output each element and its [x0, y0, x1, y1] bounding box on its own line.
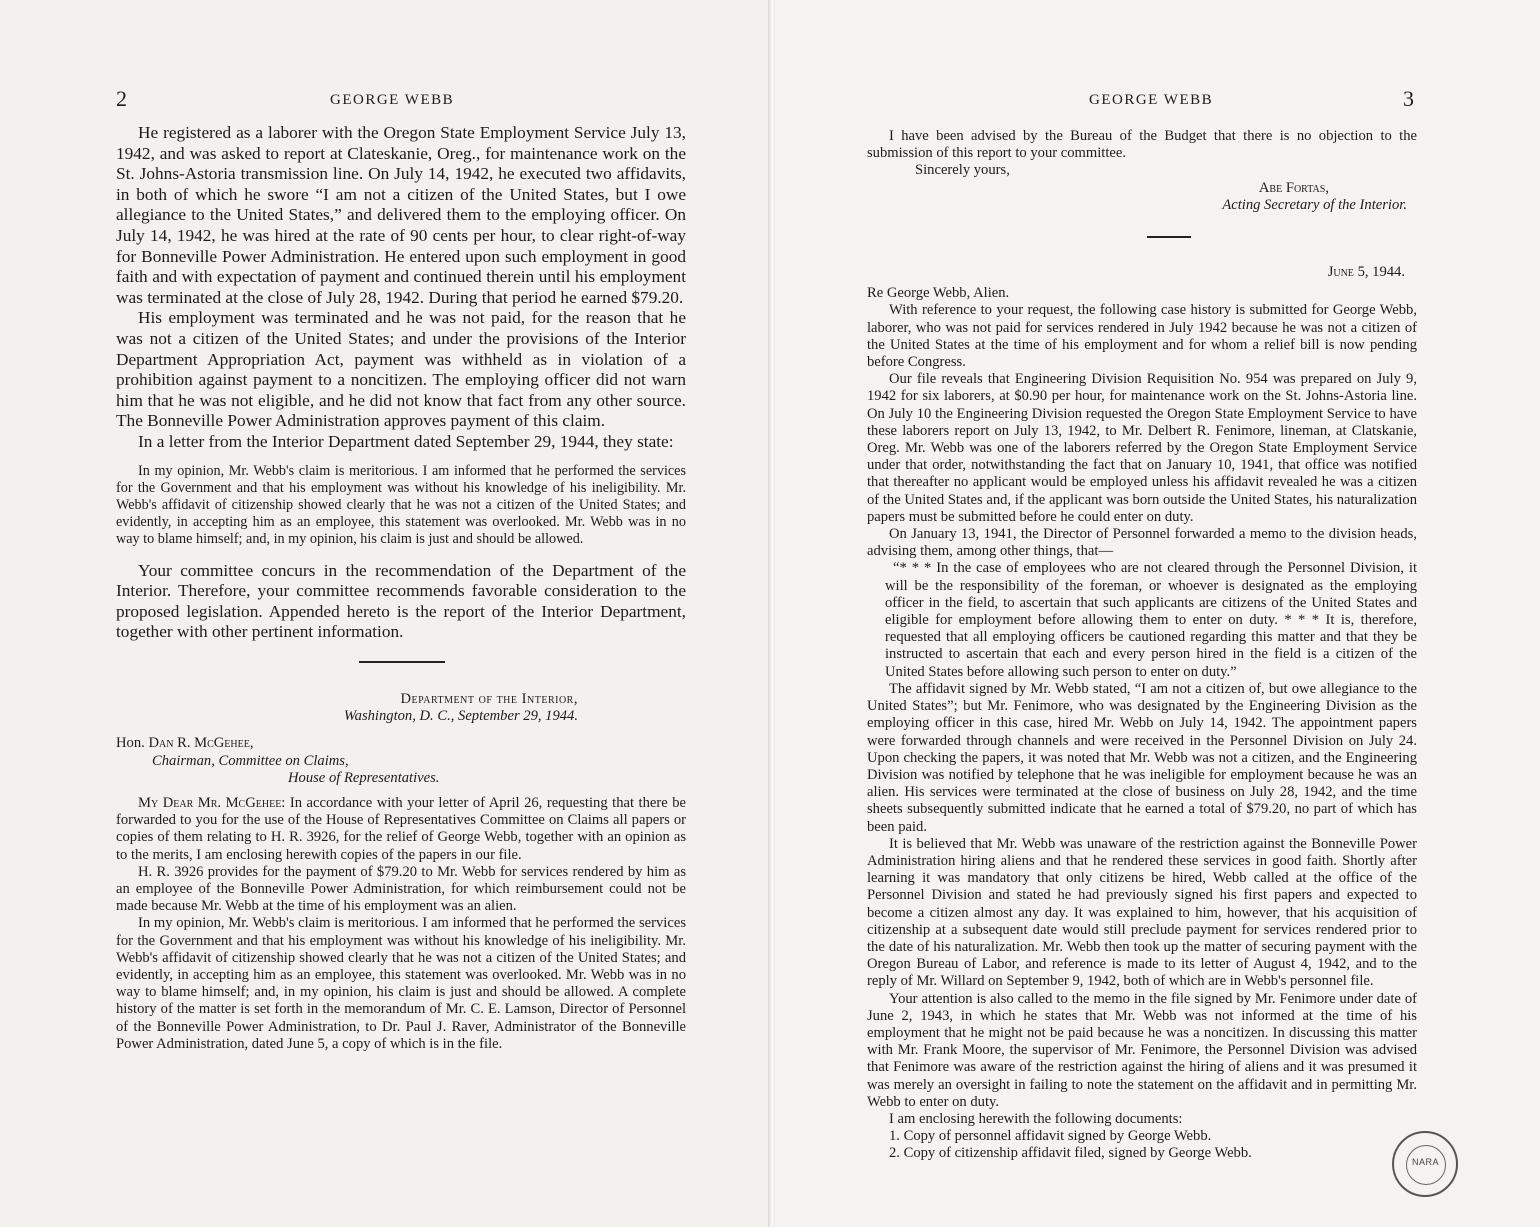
section-divider-left — [359, 661, 445, 663]
running-head-right: GEORGE WEBB — [1089, 92, 1214, 108]
addressee-title: Chairman, Committee on Claims, — [152, 752, 349, 769]
addressee-house: House of Representatives. — [288, 769, 440, 786]
letter-paragraph-3: In my opinion, Mr. Webb's claim is meritorious. I am informed that he performed the services for the Government and that his employment was without his knowledge of his ineligibility. Mr. Webb's affidavit of citizenship showed clearly that he was not a citizen of the United States; and evidently, in accepting him as an employee, this statement was overlooked. Mr. Webb was in no way to blame himself; and, in my opinion, his claim is just and should be allowed. A complete history of the matter is set forth in the memorandum of Mr. C. E. Lamson, Director of Personnel of the Bonneville Power Administration, to Dr. Paul J. Raver, Administrator of the Bonneville Power Administration, dated June 5, a copy of which is in the file. — [116, 915, 686, 1052]
running-head-left: GEORGE WEBB — [330, 92, 455, 108]
right-page-body — [867, 128, 1417, 1163]
addressee-block — [116, 735, 686, 787]
enclosure-item: 1. Copy of personnel affidavit signed by George Webb. — [889, 1128, 1212, 1145]
memo-paragraph-4: The affidavit signed by Mr. Webb stated, “I am not a citizen of, but owe allegiance to the United States”; but Mr. Fenimore, who was designated by the Engineering Division as the employing officer in this case, hired Mr. Webb on July 14, 1942. The appointment papers were forwarded through channels and were received in the Personnel Division on July 24. Upon checking the papers, it was noted that Mr. Webb was not a citizen, and the Engineering Division was notified by telephone that he was ineligible for employment because he was an alien. His services were terminated at the close of business on July 28, 1942, and the time sheets subsequently submitted indicate that he earned a total of $79.20, no part of which has been paid. — [867, 680, 1417, 835]
letter-paragraph-2: H. R. 3926 provides for the payment of $79.20 to Mr. Webb for services rendered by him as an employee of the Bonneville Power Administration, for which reimbursement could not be made because Mr. Webb at the time of his employment was an alien. — [116, 863, 686, 915]
memo-paragraph-6: Your attention is also called to the memo in the file signed by Mr. Fenimore under date of June 2, 1943, in which he states that Mr. Webb was not informed at the time of his employment that he might not be paid because he was a noncitizen. In discussing this matter with Mr. Frank Moore, the supervisor of Mr. Fenimore, the Personnel Division was advised that Fenimore was aware of the restriction against the hiring of aliens and it was presumed it was merely an oversight in failing to note the statement on the affidavit and in permitting Mr. Webb to enter on duty. — [867, 990, 1417, 1110]
memo-quote: “* * * In the case of employees who are not cleared through the Personnel Division, it will be the responsibility of the foreman, or whoever is designated as the employing officer in the field, to ascertain that such applicants are citizens of the United States and eligible for employment before allowing them to enter on duty. * * * It is, therefore, requested that all employing officers be cautioned regarding this matter and that they be instructed to ascertain that each and every person hired in the field is a citizen of the United States before allowing such person to enter on duty.” — [885, 560, 1417, 680]
page-number-left: 2 — [116, 86, 127, 111]
archive-stamp — [1392, 1131, 1458, 1197]
archive-stamp-text: NARA — [1412, 1157, 1440, 1167]
paragraph-termination: His employment was terminated and he was not paid, for the reason that he was not a citizen of the United States; and under the provisions of the Interior Department Appropriation Act, payment was withheld as in violation of a prohibition against payment to a noncitizen. The employing officer did not warn him that he was not eligible, and he did not know that fact from any other source. The Bonneville Power Administration approves payment of this claim. — [116, 308, 686, 431]
memo-re-line: Re George Webb, Alien. — [867, 285, 1010, 302]
memo-paragraph-2: Our file reveals that Engineering Division Requisition No. 954 was prepared on July 9, 1942 for six laborers, at $0.90 per hour, for maintenance work on the St. Johns-Astoria line. On July 10 the Engineering Division requested the Oregon State Employment Service to have these laborers report on July 13, 1942, to Mr. Delbert R. Fenimore, lineman, at Clatskanie, Oreg. Mr. Webb was one of the laborers referred by the Oregon State Employment Service under that order, notwithstanding the fact that on January 10, 1941, that office was notified that thereafter no applicant would be employed unless his affidavit revealed he was a citizen of the United States and, if the applicant was born outside the United States, his naturalization papers must be submitted before he could enter on duty. — [867, 371, 1417, 525]
department-place-date: Washington, D. C., September 29, 1944. — [343, 708, 578, 725]
memo-paragraph-1: With reference to your request, the following case history is submitted for George Webb, laborer, who was not paid for services rendered in July 1942 because he was not a citizen of the United States at the time of his employment and for whom a relief bill is now pending before Congress. — [867, 302, 1417, 371]
section-divider-right — [1147, 236, 1191, 238]
closing: Sincerely yours, — [915, 162, 1010, 179]
department-name: Department of the Interior, — [400, 690, 578, 707]
letter-paragraph-1: My Dear Mr. McGehee: In accordance with your letter of April 26, requesting that there be forwarded to you for the use of the House of Representatives Committee on Claims all papers or copies of them relating to H. R. 3926, for the relief of George Webb, together with an opinion as to the merits, I am enclosing herewith copies of the papers in our file. — [116, 794, 687, 863]
signer-title: Acting Secretary of the Interior. — [1222, 196, 1407, 213]
memo-paragraph-3: On January 13, 1941, the Director of Personnel forwarded a memo to the division heads, advising them, among other things, that— — [867, 526, 1417, 560]
addressee-line: Hon. Dan R. McGehee, — [116, 735, 254, 752]
paragraph-letter-intro: In a letter from the Interior Department dated September 29, 1944, they state: — [138, 431, 674, 451]
right-page — [775, 0, 1540, 1227]
memo-date: June 5, 1944. — [1327, 264, 1405, 281]
signer: Abe Fortas, — [1258, 179, 1329, 196]
budget-paragraph: I have been advised by the Bureau of the Budget that there is no objection to the submission of this report to your committee. — [867, 128, 1417, 162]
memo-paragraph-7: I am enclosing herewith the following documents: — [889, 1110, 1183, 1127]
enclosure-item: 2. Copy of citizenship affidavit filed, signed by George Webb. — [889, 1145, 1252, 1162]
page-number-right: 3 — [1403, 86, 1414, 111]
paragraph-registration: He registered as a laborer with the Oregon State Employment Service July 13, 1942, and was asked to report at Clateskanie, Oreg., for maintenance work on the St. Johns-Astoria transmission line. On July 14, 1942, he executed two affidavits, in both of which he swore “I am not a citizen of the United States, but I owe allegiance to the United States,” and delivered them to the employing officer. On July 14, 1942, he was hired at the rate of 90 cents per hour, to clear right-of-way for Bonneville Power Administration. He entered upon such employment in good faith and with expectation of payment and continued therein until his employment was terminated at the close of July 28, 1942. During that period he earned $79.20. — [116, 123, 686, 307]
quoted-opinion: In my opinion, Mr. Webb's claim is meritorious. I am informed that he performed the services for the Government and that his employment was without his knowledge of his ineligibility. Mr. Webb's affidavit of citizenship showed clearly that he was not a citizen of the United States; and evidently, in accepting him as an employee, this statement was overlooked. Mr. Webb was in no way to blame himself; and, in my opinion, his claim is just and should be allowed. — [116, 462, 686, 548]
memo-paragraph-5: It is believed that Mr. Webb was unaware of the restriction against the Bonneville Power Administration hiring aliens and that he rendered these services in good faith. Shortly after learning it was mandatory that only citizens be hired, Webb called at the office of the Personnel Division and stated he had previously signed his first papers and expected to become a citizen almost any day. It was explained to him, however, that his acquisition of citizenship at a subsequent date would still preclude payment for services rendered prior to the date of his naturalization. Mr. Webb then took up the matter of securing payment with the Oregon Bureau of Labor, and reference is made to its letter of August 4, 1942, and to the reply of Mr. Willard on September 9, 1942, both of which are in Webb's personnel file. — [867, 835, 1417, 990]
left-page-body — [116, 123, 686, 1053]
paragraph-committee: Your committee concurs in the recommendation of the Department of the Interior. Therefore, your committee recommends favorable consideration to the proposed legislation. Appended hereto is the report of the Interior Department, together with other pertinent information. — [116, 560, 686, 642]
